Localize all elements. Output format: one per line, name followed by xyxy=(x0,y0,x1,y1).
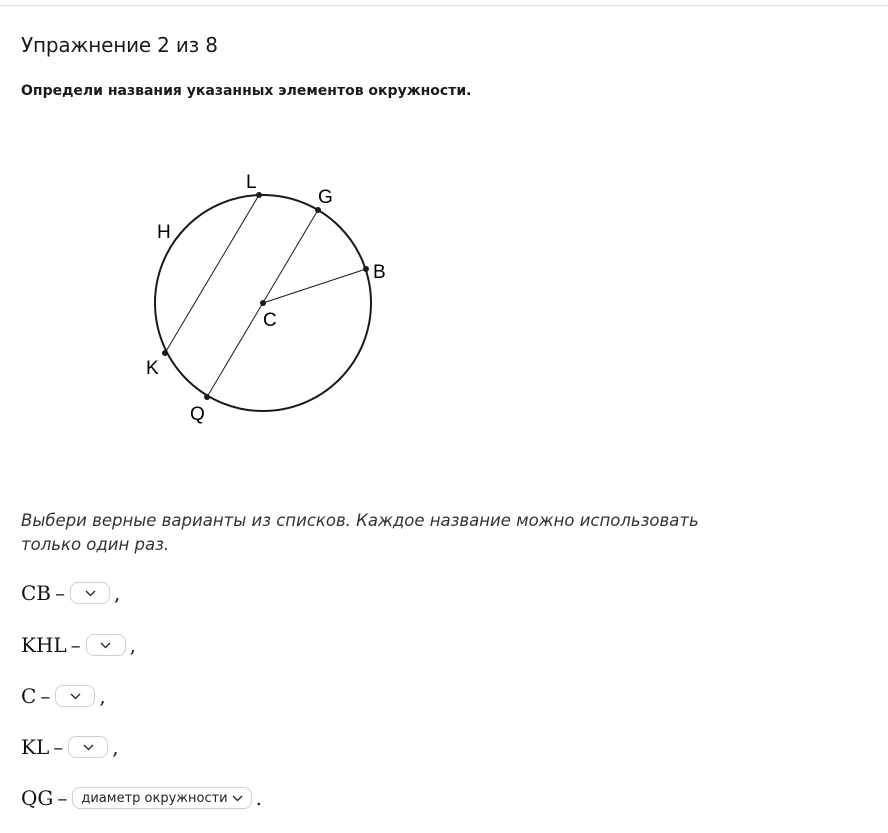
chord-kl xyxy=(165,195,259,353)
point-k xyxy=(162,350,168,356)
point-l xyxy=(256,192,262,198)
point-b xyxy=(363,266,369,272)
select-value: диаметр окружности xyxy=(81,790,228,806)
dash: – xyxy=(40,684,51,708)
dash: – xyxy=(70,633,81,657)
label-c: C xyxy=(263,310,277,331)
dash: – xyxy=(55,581,65,605)
punctuation: , xyxy=(112,735,119,759)
exercise-title: Упражнение 2 из 8 xyxy=(21,33,218,57)
answer-select-khl[interactable] xyxy=(86,634,126,656)
top-divider xyxy=(0,5,888,6)
punctuation: , xyxy=(114,581,121,605)
answer-select-kl[interactable] xyxy=(68,736,108,758)
dash: – xyxy=(53,735,64,759)
label-l: L xyxy=(246,172,257,193)
chevron-down-icon xyxy=(85,590,96,597)
punctuation: . xyxy=(255,786,262,810)
answer-label: KHL xyxy=(21,633,67,657)
answer-select-c[interactable] xyxy=(55,685,95,707)
answer-select-cb[interactable] xyxy=(70,582,110,604)
chevron-down-icon xyxy=(100,642,111,649)
label-g: G xyxy=(318,187,333,208)
answer-row-c xyxy=(21,681,106,711)
answer-label: QG xyxy=(21,786,54,810)
label-h: H xyxy=(157,222,171,243)
label-q: Q xyxy=(190,404,205,425)
answer-row-qg xyxy=(21,783,262,813)
dash: – xyxy=(57,786,68,810)
answer-label: CB xyxy=(21,581,51,605)
hint-text: Выбери верные варианты из списков. Каждое название можно использовать только один раз. xyxy=(21,511,699,554)
answer-label: C xyxy=(21,684,37,708)
point-q xyxy=(204,394,210,400)
answer-row-cb xyxy=(21,578,120,608)
circle-figure xyxy=(130,160,400,430)
answer-row-kl xyxy=(21,732,119,762)
chevron-down-icon xyxy=(232,795,243,802)
answer-select-qg[interactable] xyxy=(72,787,251,809)
exercise-instruction: Определи названия указанных элементов окружности. xyxy=(21,83,472,99)
answer-row-khl xyxy=(21,630,136,660)
answer-label: KL xyxy=(21,735,50,759)
punctuation: , xyxy=(129,633,137,657)
label-b: B xyxy=(373,262,386,283)
punctuation: , xyxy=(99,684,106,708)
label-k: K xyxy=(146,358,159,379)
point-c xyxy=(260,300,266,306)
radius-cb xyxy=(263,269,366,303)
chevron-down-icon xyxy=(83,744,94,751)
chevron-down-icon xyxy=(70,693,81,700)
